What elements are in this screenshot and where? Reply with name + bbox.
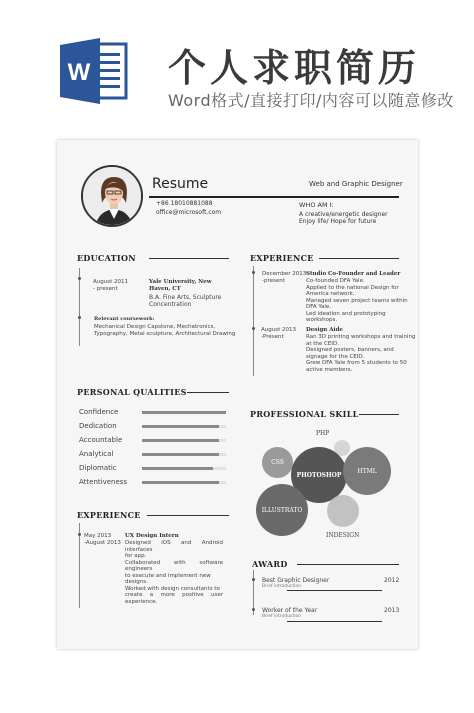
- timeline-dot: [252, 608, 255, 611]
- skill-bubble-illustrator: ILLUSTRATO: [256, 484, 308, 536]
- quality-label: Accountable: [79, 436, 123, 444]
- contact-info: [156, 199, 221, 217]
- award-title: Worker of the Year: [262, 607, 318, 614]
- skill-bubble-css: CSS: [262, 447, 293, 478]
- avatar: [81, 165, 143, 227]
- skill-bubble-indesign: [327, 495, 359, 527]
- quality-label: Diplomatic: [79, 464, 117, 472]
- experience-role: Studio Co-Founder and Leader: [306, 271, 401, 277]
- quality-label: Dedication: [79, 422, 117, 430]
- quality-bar: [142, 467, 226, 470]
- section-title-skills: PROFESSIONAL SKILL: [250, 409, 359, 419]
- email: office@microsoft.com: [156, 209, 222, 216]
- section-divider: [319, 258, 399, 259]
- word-icon: [58, 35, 132, 107]
- skill-indesign: INDESIGN: [326, 532, 360, 539]
- phone: +86 18010881088: [156, 200, 213, 207]
- resume-sheet: [57, 140, 418, 649]
- quality-bar: [142, 453, 226, 456]
- page-subtitle: Word格式/直接打印/内容可以随意修改: [168, 91, 454, 110]
- award-year: 2013: [384, 607, 400, 614]
- quality-bar-fill: [142, 439, 219, 442]
- experience-date: December 2013 -present: [262, 271, 307, 284]
- skill-bubble-html: HTML: [343, 447, 391, 495]
- section-title-award: AWARD: [252, 559, 288, 569]
- education-school: Yale University, New Haven, CT: [149, 279, 212, 292]
- coursework: Mechanical Design Capstone, Mechatronics, Typography, Metal sculpture, Architectural Drawing: [94, 324, 236, 337]
- section-divider: [149, 258, 229, 259]
- award-title: Best Graphic Designer: [262, 577, 330, 584]
- section-title-education: EDUCATION: [77, 253, 136, 263]
- education-degree: B.A. Fine Arts, Sculpture Concentration: [149, 294, 222, 308]
- timeline-dot: [78, 316, 81, 319]
- experience-details: Designed iOS and Android interfaces for app. Collaborated with software engineers to execute and implement new designs. Worked with design consultants to create a more positive user experience.: [125, 540, 223, 605]
- section-divider: [297, 564, 399, 565]
- quality-bar-fill: [142, 453, 219, 456]
- who-line: Enjoy life/ Hope for future: [299, 218, 377, 225]
- coursework-title: Relevant coursework:: [94, 316, 155, 322]
- timeline-dot: [252, 327, 255, 330]
- quality-bar-fill: [142, 467, 213, 470]
- quality-label: Confidence: [79, 408, 119, 416]
- section-divider: [187, 392, 229, 393]
- timeline-dot: [252, 578, 255, 581]
- word-icon-letter: W: [67, 59, 91, 86]
- who-title: WHO AM I:: [299, 201, 334, 209]
- experience-date: August 2013 -Present: [261, 327, 296, 340]
- award-divider: [287, 621, 382, 622]
- section-divider: [359, 414, 399, 415]
- experience-details: Co-founded DFA Yale. Applied to the national Design for America network. Managed seven project teams within DFA Yale. Led ideation and prototyping workshops.: [306, 278, 408, 323]
- section-divider: [147, 515, 229, 516]
- who-am-i: [299, 202, 388, 226]
- section-title-qualities: PERSONAL QUALITIES: [77, 387, 187, 397]
- page-title: 个人求职简历: [168, 46, 421, 90]
- quality-bar: [142, 439, 226, 442]
- section-title-experience: EXPERIENCE: [77, 510, 141, 520]
- header-divider: [149, 196, 399, 198]
- award-subtitle: Brief introduction: [262, 614, 302, 619]
- quality-bar-fill: [142, 425, 219, 428]
- experience-details: Ran 3D printing workshops and training at the CEID. Designed posters, banners, and signage for the CEID. Grew DFA Yale from 5 students to 50 active members.: [306, 334, 416, 373]
- timeline-dot: [252, 271, 255, 274]
- experience-role: UX Design Intern: [125, 533, 179, 539]
- quality-bar: [142, 411, 226, 414]
- quality-bar-fill: [142, 411, 226, 414]
- award-subtitle: Brief introduction: [262, 584, 302, 589]
- experience-date: May 2013 -August 2013: [84, 533, 121, 546]
- skill-php: PHP: [316, 430, 330, 437]
- education-date: August 2011 - present: [93, 279, 128, 292]
- award-year: 2012: [384, 577, 400, 584]
- quality-bar: [142, 481, 226, 484]
- timeline-dot: [78, 277, 81, 280]
- quality-bar-fill: [142, 481, 219, 484]
- section-title-experience: EXPERIENCE: [250, 253, 314, 263]
- timeline-dot: [78, 533, 81, 536]
- experience-role: Design Aide: [306, 327, 343, 333]
- page-header: [0, 0, 474, 125]
- quality-bar: [142, 425, 226, 428]
- skill-bubble-photoshop: PHOTOSHOP: [291, 447, 347, 503]
- quality-label: Analytical: [79, 450, 114, 458]
- resume-name: Resume: [152, 176, 209, 192]
- job-title: Web and Graphic Designer: [309, 180, 403, 188]
- award-divider: [287, 590, 382, 591]
- timeline-line: [253, 266, 254, 376]
- who-line: A creative/energetic designer: [299, 210, 388, 218]
- quality-label: Attentiveness: [79, 478, 128, 486]
